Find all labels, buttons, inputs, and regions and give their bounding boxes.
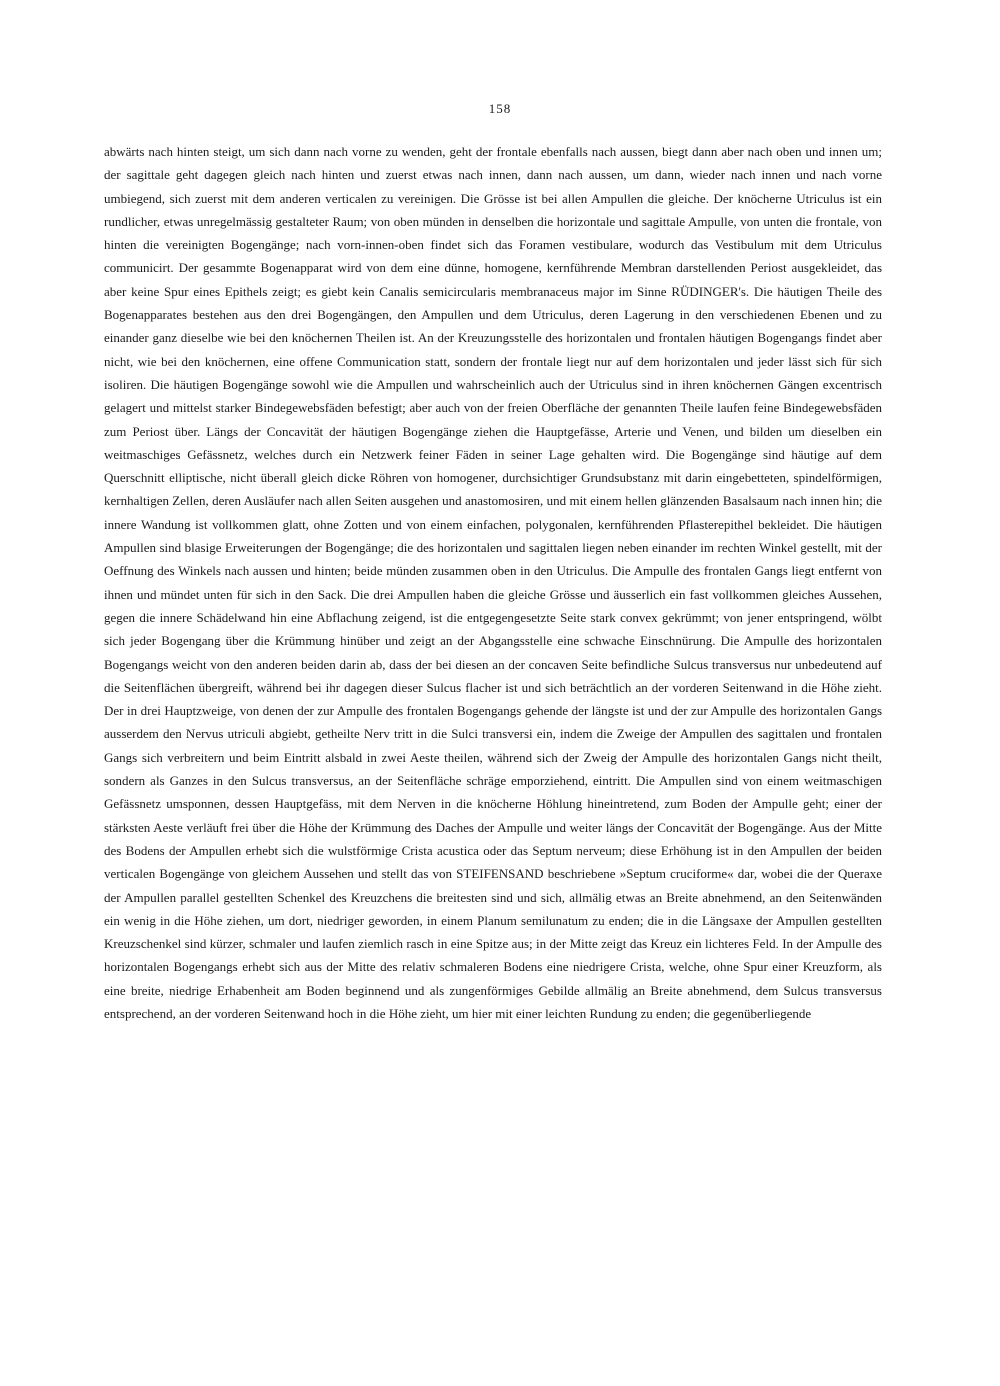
page-number: 158 bbox=[488, 101, 512, 116]
body-paragraph: abwärts nach hinten steigt, um sich dann nach vorne zu wenden, geht der frontale ebenfalls nach aussen, biegt dann aber nach oben und innen um; der sagittale geht dagegen gleich nach hinten und zuerst etwas nach innen, dann nach aussen, um dann, wieder nach innen und nach vorne umbiegend, sich zuerst mit dem anderen verticalen zu vereinigen. Die Grösse ist bei allen Ampullen die gleiche. Der knöcherne Utriculus ist ein rundlicher, etwas unregelmässig gestalteter Raum; von oben münden in denselben die horizontale und sagittale Ampulle, von unten die frontale, von hinten die vereinigten Bogengänge; nach vorn-innen-oben findet sich das Foramen vestibulare, wodurch das Vestibulum mit dem Utriculus communicirt. Der gesammte Bogenapparat wird von dem eine dünne, homogene, kernführende Membran darstellenden Periost ausgekleidet, das aber keine Spur eines Epithels zeigt; es giebt kein Canalis semicircularis membranaceus major im Sinne RÜDINGER's. Die häutigen Theile des Bogenapparates bestehen aus den drei Bogengängen, den Ampullen und dem Utriculus, deren Lagerung in den verschiedenen Ebenen und zu einander ganz dieselbe wie bei den knöchernen Theilen ist. An der Kreuzungsstelle des horizontalen und frontalen häutigen Bogengangs findet aber nicht, wie bei den knöchernen, eine offene Communication statt, sondern der frontale liegt nur auf dem horizontalen und jeder lässt sich für sich isoliren. Die häutigen Bogengänge sowohl wie die Ampullen und wahrscheinlich auch der Utriculus sind in ihren knöchernen Gängen excentrisch gelagert und mittelst starker Bindegewebsfäden befestigt; aber auch von der freien Oberfläche der genannten Theile laufen feine Bindegewebsfäden zum Periost über. Längs der Concavität der häutigen Bogengänge ziehen die Hauptgefässe, Arterie und Venen, und bilden um dieselben ein weitmaschiges Gefässnetz, welches durch ein Netzwerk feiner Fäden in seiner Lage gehalten wird. Die Bogengänge sind häutige auf dem Querschnitt elliptische, nicht überall gleich dicke Röhren von homogener, durchsichtiger Grundsubstanz mit darin eingebetteten, spindelförmigen, kernhaltigen Zellen, deren Ausläufer nach allen Seiten ausgehen und anastomosiren, und mit einem hellen glänzenden Basalsaum nach innen hin; die innere Wandung ist vollkommen glatt, ohne Zotten und von einem einfachen, polygonalen, kernführenden Pflasterepithel bekleidet. Die häutigen Ampullen sind blasige Erweiterungen der Bogengänge; die des horizontalen und sagittalen liegen neben einander im rechten Winkel gestellt, mit der Oeffnung des Winkels nach aussen und hinten; beide münden zusammen oben in den Utriculus. Die Ampulle des frontalen Gangs liegt entfernt von ihnen und mündet unten für sich in den Sack. Die drei Ampullen haben die gleiche Grösse und äusserlich ein fast vollkommen gleiches Aussehen, gegen die innere Schädelwand hin eine Abflachung zeigend, ist die entgegengesetzte Seite stark convex gekrümmt; von jener entspringend, wölbt sich jeder Bogengang über die Krümmung hinüber und zeigt an der Abgangsstelle eine schwache Einschnürung. Die Ampulle des horizontalen Bogengangs weicht von den anderen beiden darin ab, dass der bei diesen an der concaven Seite befindliche Sulcus transversus nur unbedeutend auf die Seitenflächen übergreift, während bei ihr dagegen dieser Sulcus flacher ist und sich beträchtlich an der vorderen Seitenwand in die Höhe zieht. Der in drei Hauptzweige, von denen der zur Ampulle des frontalen Bogengangs gehende der längste ist und der zur Ampulle des horizontalen Gangs ausserdem den Nervus utriculi abgiebt, getheilte Nerv tritt in die Sulci transversi ein, indem die Zweige der Ampullen des sagittalen und frontalen Gangs sich verbreitern und beim Eintritt alsbald in zwei Aeste theilen, während sich der Zweig der Ampulle des horizontalen Gangs nicht theilt, sondern als Ganzes in den Sulcus transversus, an der Seitenfläche schräge emporziehend, eintritt. Die Ampullen sind von einem weitmaschigen Gefässnetz umsponnen, dessen Hauptgefäss, mit dem Nerven in die knöcherne Höhlung hineintretend, zum Boden der Ampulle geht; einer der stärksten Aeste verläuft frei über die Höhe der Krümmung des Daches der Ampulle und weiter längs der Concavität der Bogengänge. Aus der Mitte des Bodens der Ampullen erhebt sich die wulstförmige Crista acustica oder das Septum nerveum; diese Erhöhung ist in den Ampullen der beiden verticalen Bogengänge von gleichem Aussehen und stellt das von STEIFENSAND beschriebene »Septum cruciforme« dar, wobei die der Queraxe der Ampullen parallel gestellten Schenkel des Kreuzchens die breitesten sind und sich, allmälig etwas an Breite abnehmend, an den Seitenwänden ein wenig in die Höhe ziehen, um dort, niedriger geworden, in einem Planum semilunatum zu enden; die in die Längsaxe der Ampullen gestellten Kreuzschenkel sind kürzer, schmaler und laufen ziemlich rasch in eine Spitze aus; in der Mitte zeigt das Kreuz ein lichteres Feld. In der Ampulle des horizontalen Bogengangs erhebt sich aus der Mitte des relativ schmaleren Bodens eine niedrigere Crista, welche, ohne Spur einer Kreuzform, als eine breite, niedrige Erhabenheit am Boden beginnend und als zungenförmiges Gebilde allmälig an Breite abnehmend, dem Sulcus transversus entsprechend, an der vorderen Seitenwand hoch in die Höhe zieht, um hier mit einer leichten Rundung zu enden; die gegenüberliegende bbox=[104, 144, 882, 1021]
